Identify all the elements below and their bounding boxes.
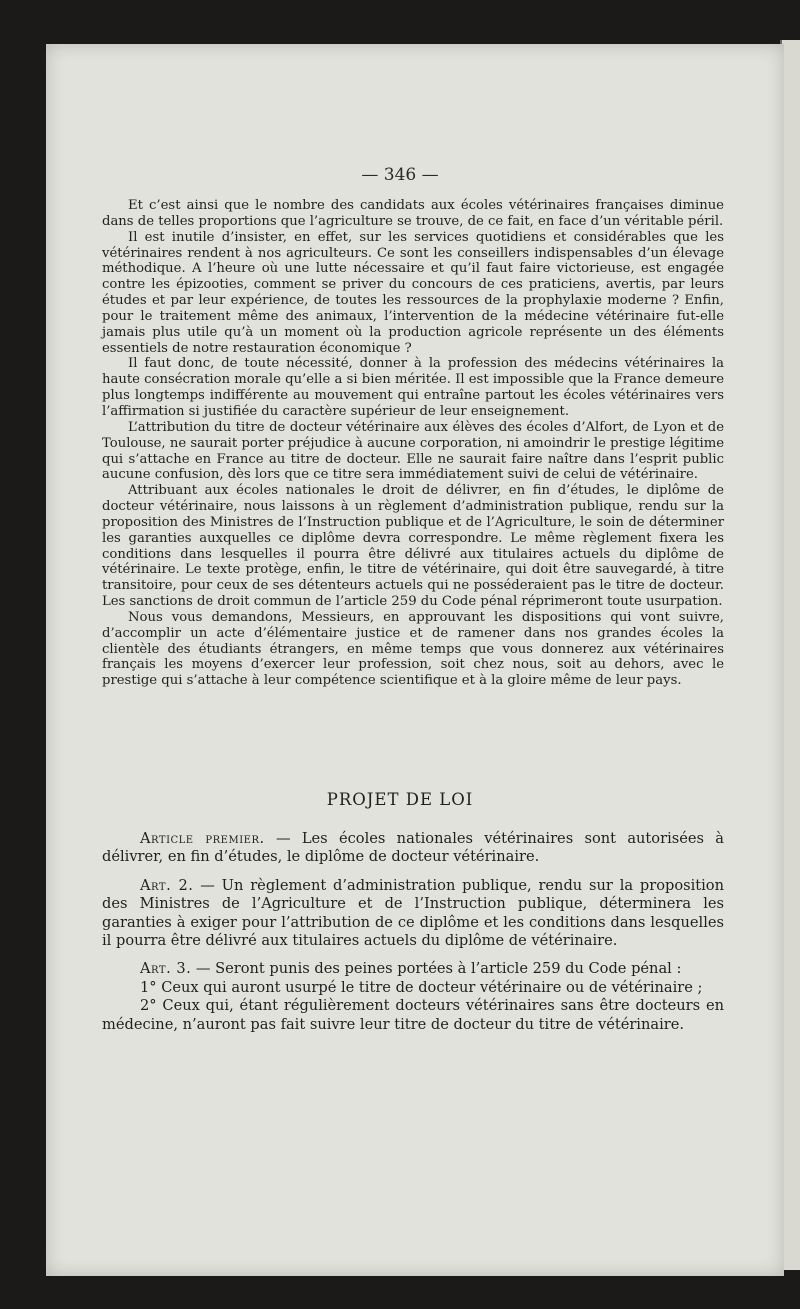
projet-de-loi-heading: PROJET DE LOI [326, 790, 474, 809]
projet-de-loi-articles [102, 830, 724, 1034]
article-3-item-1: 1° Ceux qui auront usurpé le titre de docteur vétérinaire ou de vétérinaire ; [140, 978, 703, 996]
paragraph: Il est inutile d’insister, en effet, sur les services quotidiens et considérables que les vétérinaires rendent à nos agriculteurs. Ce sont les conseillers indispensables d’un élevage méthodique. A l’heure où une lutte nécessaire et qu’il faut faire victorieuse, est engagée contre les épizooties, comment se priver du concours de ces praticiens, avertis, par leurs études et par leur expérience, de toutes les ressources de la prophylaxie moderne ? Enfin, pour le traitement même des animaux, l’intervention de la médecine vétérinaire fut-elle jamais plus utile qu’à un moment où la production agricole représente un des éléments essentiels de notre restauration économique ? [102, 229, 724, 356]
page-number: — 346 — [361, 165, 439, 185]
article-label: Article premier. [140, 830, 265, 847]
paragraph: L’attribution du titre de docteur vétérinaire aux élèves des écoles d’Alfort, de Lyon et de Toulouse, ne saurait porter préjudice à aucune corporation, ni amoindrir le prestige légitime qui s’attache en France au titre de docteur. Elle ne saurait faire naître dans l’esprit public aucune confusion, dès lors que ce titre sera immédiatement suivi de celui de vétérinaire. [102, 419, 724, 483]
article-3 [102, 960, 724, 978]
article-3-item-2: 2° Ceux qui, étant régulièrement docteurs vétérinaires sans être docteurs en médecine, n’auront pas fait suivre leur titre de docteur du titre de vétérinaire. [102, 997, 724, 1033]
paragraph: Attribuant aux écoles nationales le droit de délivrer, en fin d’études, le diplôme de docteur vétérinaire, nous laissons à un règlement d’administration publique, rendu sur la proposition des Ministres de l’Instruction publique et de l’Agriculture, le soin de déterminer les garanties auxquelles ce diplôme devra correspondre. Le même règlement fixera les conditions dans lesquelles il pourra être délivré aux titulaires actuels du diplôme de vétérinaire. Le texte protège, enfin, le titre de vétérinaire, qui doit être sauvegardé, à titre transitoire, pour ceux de ses détenteurs actuels qui ne posséderaient pas le titre de docteur. Les sanctions de droit commun de l’article 259 du Code pénal réprimeront toute usurpation. [102, 483, 724, 610]
article-text: — Seront punis des peines portées à l’article 259 du Code pénal : [191, 960, 682, 978]
article-label: Art. 2. [140, 876, 194, 894]
article-text: — Les écoles nationales vétérinaires sont autorisées à délivrer, en fin d’études, le diplôme de docteur vétérinaire. [102, 830, 724, 866]
article-label: Art. 3. [140, 960, 192, 978]
paragraph: Il faut donc, de toute nécessité, donner à la profession des médecins vétérinaires la haute consécration morale qu’elle a si bien méritée. Il est impossible que la France demeure plus longtemps indifférente au mouvement qui entraîne partout les écoles vétérinaires vers l’affirmation si justifiée du caractère supérieur de leur enseignement. [102, 356, 724, 419]
paragraph: Nous vous demandons, Messieurs, en approuvant les dispositions qui vont suivre, d’accomplir un acte d’élémentaire justice et de ramener dans nos grandes écoles la clientèle des étudiants étrangers, en même temps que vous donnerez aux vétérinaires français les moyens d’exercer leur profession, soit chez nous, soit au dehors, avec le prestige qui s’attache à leur compétence scientifique et à la gloire même de leur pays. [102, 609, 724, 689]
expose-des-motifs [102, 198, 724, 689]
article-1 [102, 830, 724, 867]
article-text: — Un règlement d’administration publique, rendu sur la proposition des Ministres de l’Agriculture et de l’Instruction publique, déterminera les garanties à exiger pour l’attribution de ce diplôme et les conditions dans lesquelles il pourra être délivré aux titulaires actuels du diplôme de vétérinaire. [102, 876, 724, 950]
paragraph: Et c’est ainsi que le nombre des candidats aux écoles vétérinaires françaises diminue dans de telles proportions que l’agriculture se trouve, de ce fait, en face d’un véritable péril. [102, 198, 724, 229]
article-2 [102, 877, 724, 951]
